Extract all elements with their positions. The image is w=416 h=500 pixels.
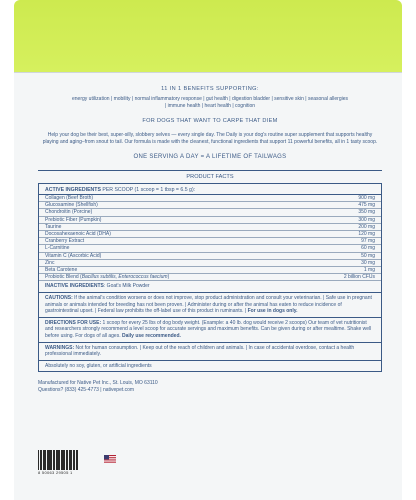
ingredient-amount: 475 mg (358, 202, 375, 209)
inactive-label: INACTIVE INGREDIENTS (45, 283, 104, 290)
ingredient-amount: 60 mg (361, 245, 375, 252)
bag-seal-line (14, 72, 402, 73)
manufacturer-info (38, 380, 382, 394)
ingredient-amount: 200 mg (358, 223, 375, 230)
inactive-text: : Goat's Milk Powder (103, 283, 150, 290)
product-bag (14, 0, 402, 500)
ingredient-amount: 2 billion CFUs (343, 274, 375, 281)
table-row (39, 274, 381, 281)
ingredient-amount: 120 mg (358, 231, 375, 238)
table-row (39, 209, 381, 216)
usa-flag-icon (104, 455, 116, 463)
warnings-box (38, 343, 382, 361)
cautions-text: If the animal's condition worsens or does not improve, stop product administration and consult your veterinarian. | Safe use in pregnant animals or animals intended for breeding has not been proven. | Administer during or after the animal has eaten to reduce incidence of gastrointestinal upset. | Federal law prohibits the off-label use of this product in ruminants. | (45, 295, 372, 315)
ingredient-name: Vitamin C (Ascorbic Acid) (45, 252, 102, 259)
directions-label: DIRECTIONS FOR USE: (45, 319, 102, 326)
top-color-band (14, 0, 402, 72)
cautions-bold-tail: For use in dogs only. (247, 308, 298, 315)
benefits-heading: 11 IN 1 BENEFITS SUPPORTING: (161, 86, 259, 92)
active-ingredients-header (39, 184, 381, 195)
ingredient-name: Prebiotic Fiber (Pumpkin) (45, 216, 102, 223)
ingredient-name: Cranberry Extract (45, 238, 85, 245)
ingredient-name: Zinc (45, 259, 55, 266)
label-content (38, 82, 382, 394)
ingredient-name: Beta Carotene (45, 267, 78, 274)
per-scoop-note: PER SCOOP (1 scoop = 1 tbsp = 6.5 g): (100, 187, 196, 193)
ingredient-name: Chondroitin (Porcine) (45, 209, 93, 216)
probiotic-close: ) (167, 274, 170, 281)
cautions-box (38, 293, 382, 318)
barcode-icon (38, 446, 78, 470)
intro-paragraph: Help your dog be their best, super-silly, slobbery selves — every single day. The Daily is your dog's routine super supplement that supports healthy playing and aging–from snout to tail. Our formula is made with the cleanest, functional ingredients that support 11 powerful benefits, all in 1 tasty scoop. (42, 132, 378, 145)
questions-line: Questions? (833) 425-4773 | nativepet.com (38, 387, 135, 394)
table-row (39, 217, 381, 224)
ingredient-name: Docosahexaenoic Acid (DHA) (45, 231, 111, 238)
table-row (39, 202, 381, 209)
cautions-label: CAUTIONS: (45, 295, 73, 302)
ingredient-name: Glucosamine (Shellfish) (45, 202, 98, 209)
ingredient-amount: 350 mg (358, 209, 375, 216)
product-facts-title: PRODUCT FACTS (38, 170, 382, 184)
warnings-label: WARNINGS: (45, 344, 75, 351)
ingredient-amount: 30 mg (361, 259, 375, 266)
table-row (39, 260, 381, 267)
ingredient-amount: 1 mg (363, 267, 375, 274)
table-row (39, 238, 381, 245)
ingredient-name: Collagen (Beef Broth) (45, 195, 94, 201)
ingredient-amount: 900 mg (358, 195, 375, 201)
warnings-text: Not for human consumption. | Keep out of the reach of children and animals. | In case of accidental overdose, contact a health professional immediately. (45, 344, 355, 358)
manufactured-line: Manufactured for Native Pet Inc., St. Louis, MO 63110 (38, 380, 158, 387)
table-row (39, 245, 381, 252)
barcode-number: 8 50063 29505 1 (38, 470, 73, 475)
ingredient-amount: 300 mg (358, 216, 375, 223)
ingredient-name: Taurine (45, 223, 62, 230)
ingredient-name: L-Carnitine (45, 245, 70, 252)
carpe-diem-line: FOR DOGS THAT WANT TO CARPE THAT DIEM (142, 118, 278, 124)
inactive-ingredients-box (38, 281, 382, 293)
table-row (39, 267, 381, 274)
ingredient-amount: 50 mg (361, 252, 375, 259)
product-facts-table (38, 184, 382, 281)
no-soy-gluten-box: Absolutely no soy, gluten, or artificial ingredients (38, 361, 382, 373)
ingredient-name (45, 274, 169, 280)
ingredient-amount: 97 mg (361, 238, 375, 245)
table-row (39, 195, 381, 202)
barcode-bar (77, 450, 78, 470)
directions-box (38, 318, 382, 343)
serving-tagline: ONE SERVING A DAY = A LIFETIME OF TAILWAGS (133, 154, 287, 160)
table-row (39, 224, 381, 231)
table-row (39, 253, 381, 260)
directions-bold-tail: Daily use recommended. (122, 333, 181, 339)
directions-text: 1 scoop for every 25 lbs of dog body weight. (Example: a 40 lb. dog would receive 2 scoops) Our team of vet nutritionist and researchers strongly recommend a level scoop for accurate servings and maximum benefits. Can be given during or after mealtime. Shake well before using. For dogs of all ages. (45, 319, 372, 339)
table-row (39, 231, 381, 238)
probiotic-name: Probiotic Blend ( (45, 274, 82, 281)
active-ingredients-label: ACTIVE INGREDIENTS (45, 187, 101, 193)
probiotic-species: Bacillus subtilis, Enterococcus faecium (81, 274, 168, 281)
ingredient-rows (39, 195, 381, 274)
benefits-list: energy utilization | mobility | normal inflammatory response | gut health | digestion bladder | sensitive skin | seasonal allergies | immune health | heart health | cognition (72, 96, 348, 109)
